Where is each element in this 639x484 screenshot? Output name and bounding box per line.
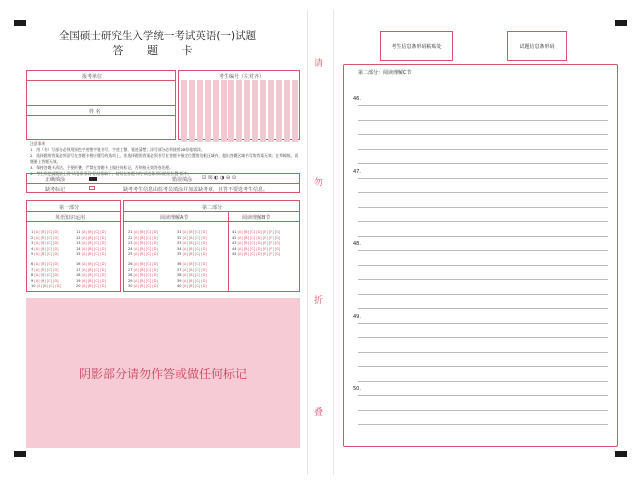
fold-char: 叠: [314, 408, 324, 418]
registration-mark: [615, 20, 627, 26]
right-section-title: 第二部分：阅读理解C节: [358, 70, 412, 76]
exam-number-label: 考生编号（左对齐）: [219, 74, 265, 80]
answer-options[interactable]: [A] [B] [C] [D] [E] [F] [G]: [237, 246, 281, 251]
answer-options[interactable]: [A] [B] [C] [D]: [81, 252, 106, 257]
correct-fill-label: 正确填涂: [45, 177, 66, 183]
answer-row[interactable]: [31, 284, 61, 288]
answer-line: [358, 352, 608, 353]
answer-row[interactable]: [76, 230, 106, 234]
answer-options[interactable]: [A] [B] [C] [D]: [34, 267, 59, 272]
answer-row[interactable]: [177, 279, 207, 283]
answer-row[interactable]: [232, 236, 280, 240]
exam-number-column[interactable]: [284, 80, 290, 142]
part2-sub-b: 阅读理解B节: [242, 215, 271, 221]
question-number: 22: [128, 235, 134, 240]
answer-options[interactable]: [A] [B] [C] [D]: [81, 273, 106, 278]
question-number: 18: [76, 273, 82, 278]
answer-row[interactable]: [31, 252, 59, 256]
fold-char: 勿: [314, 178, 324, 188]
question-number: 1: [31, 230, 35, 234]
exam-info-box: [26, 70, 176, 140]
answer-line: [358, 279, 608, 280]
question-number: 42: [232, 235, 238, 240]
answer-options[interactable]: [A] [B] [C] [D] [E] [F] [G]: [237, 230, 281, 234]
question-number: 38: [177, 273, 183, 278]
answer-row[interactable]: [128, 279, 158, 283]
answer-row[interactable]: [177, 241, 207, 245]
instructions-heading: 注意事项: [30, 141, 46, 146]
exam-number-column[interactable]: [276, 80, 282, 142]
answer-options[interactable]: [A] [B] [C] [D]: [133, 241, 158, 246]
fold-line: [333, 10, 334, 475]
exam-number-column[interactable]: [252, 80, 258, 142]
answer-row[interactable]: [177, 284, 207, 288]
answer-options[interactable]: [A] [B] [C] [D]: [182, 246, 207, 251]
correct-fill-mark: [89, 177, 97, 181]
answer-row[interactable]: [31, 241, 59, 245]
answer-line: [358, 120, 608, 121]
shaded-area-text: 阴影部分请勿作答或做任何标记: [78, 367, 247, 381]
answer-line: [358, 236, 608, 237]
answer-options[interactable]: [A] [B] [C] [D]: [34, 252, 59, 257]
answer-row[interactable]: [177, 252, 207, 256]
question-number: 49.: [353, 314, 361, 320]
question-number: 40: [177, 284, 183, 289]
answer-options[interactable]: [A] [B] [C] [D]: [34, 278, 59, 283]
answer-row[interactable]: [76, 252, 106, 256]
answer-line: [358, 149, 608, 150]
exam-number-column[interactable]: [292, 80, 298, 142]
answer-line: [358, 105, 608, 106]
answer-row[interactable]: [128, 241, 158, 245]
answer-options[interactable]: [A] [B] [C] [D]: [81, 284, 106, 289]
answer-options[interactable]: [A] [B] [C] [D]: [133, 278, 158, 283]
part2-label: 第二部分: [202, 205, 223, 211]
answer-line: [358, 134, 608, 135]
registration-mark: [615, 451, 627, 457]
answer-options[interactable]: [A] [B] [C] [D]: [182, 262, 207, 266]
answer-options[interactable]: [A] [B] [C] [D]: [133, 246, 158, 251]
question-number: 36: [177, 262, 183, 266]
question-number: 3: [31, 241, 35, 246]
answer-row[interactable]: [128, 252, 158, 256]
question-number: 43: [232, 241, 238, 246]
question-number: 6: [31, 262, 35, 266]
instruction-item: 2．选择题的答案必须涂写在答题卡相应题号的选项上，非选择题的答案必须书写在答题卡指定位置的边框区域内，超出答题区域书写的答案无效；在草稿纸、试题册上答题无效。: [30, 153, 299, 164]
answer-row[interactable]: [232, 252, 280, 256]
question-number: 28: [128, 273, 134, 278]
answer-line: [358, 381, 608, 382]
answer-options[interactable]: [A] [B] [C] [D] [E] [F] [G]: [237, 235, 281, 240]
exam-number-column[interactable]: [244, 80, 250, 142]
question-number: 44: [232, 246, 238, 251]
answer-options[interactable]: [A] [B] [C] [D]: [182, 278, 207, 283]
answer-row[interactable]: [76, 241, 106, 245]
page-subtitle: 答 题 卡: [112, 44, 203, 57]
answer-options[interactable]: [A] [B] [C] [D]: [81, 246, 106, 251]
answer-line: [358, 250, 608, 251]
exam-number-column[interactable]: [260, 80, 266, 142]
name-label: 姓 名: [89, 109, 101, 115]
answer-line: [358, 337, 608, 338]
question-number: 14: [76, 246, 82, 251]
exam-barcode-sticker-area: 试题信息条形码: [507, 31, 567, 61]
answer-row[interactable]: [31, 268, 59, 272]
question-number: 47.: [353, 169, 361, 175]
answer-row[interactable]: [76, 262, 106, 266]
fill-example-box: [26, 173, 300, 193]
answer-row[interactable]: [31, 279, 59, 283]
answer-options[interactable]: [A] [B] [C] [D]: [133, 273, 158, 278]
part1-sub: 英语知识运用: [55, 215, 86, 221]
question-number: 2: [31, 235, 35, 240]
question-number: 20: [76, 284, 82, 289]
answer-options[interactable]: [A] [B] [C] [D]: [81, 278, 106, 283]
question-number: 8: [31, 273, 35, 278]
answer-options[interactable]: [A] [B] [C] [D]: [133, 235, 158, 240]
answer-options[interactable]: [A] [B] [C] [D]: [81, 235, 106, 240]
exam-number-column[interactable]: [268, 80, 274, 142]
answer-row[interactable]: [177, 230, 207, 234]
exam-number-column[interactable]: [236, 80, 242, 142]
question-number: 30: [128, 284, 134, 289]
exam-number-column[interactable]: [221, 80, 227, 142]
answer-options[interactable]: [A] [B] [C] [D]: [34, 235, 59, 240]
question-number: 29: [128, 278, 134, 283]
instruction-item: 4．考生须把试题册上的"试卷条形码"粘贴条取下，粘贴在答题卡的"试卷条形码粘贴位置"框中。: [30, 171, 192, 176]
answer-row[interactable]: [31, 247, 59, 251]
question-number: 4: [31, 246, 35, 251]
question-number: 48.: [353, 241, 361, 247]
answer-options[interactable]: [A] [B] [C] [D]: [182, 230, 207, 234]
answer-line: [358, 308, 608, 309]
question-number: 41: [232, 230, 238, 234]
answer-options[interactable]: [A] [B] [C] [D]: [81, 241, 106, 246]
part2-sub-a: 阅读理解A节: [160, 215, 189, 221]
exam-unit-label: 报考单位: [82, 74, 103, 80]
question-number: 45: [232, 252, 238, 257]
answer-row[interactable]: [177, 247, 207, 251]
answer-options[interactable]: [A] [B] [C] [D]: [182, 267, 207, 272]
answer-line: [358, 207, 608, 208]
answer-line: [358, 192, 608, 193]
answer-options[interactable]: [A] [B] [C] [D]: [34, 262, 59, 266]
instruction-item: 1．用（书）写部分必须用黑色字迹签字笔书写，字迹工整、笔迹清楚；涂写部分必须使用2B铅笔填涂。: [30, 147, 205, 152]
question-number: 19: [76, 278, 82, 283]
question-number: 39: [177, 278, 183, 283]
question-number: 26: [128, 262, 134, 266]
instructions: [30, 141, 300, 177]
answer-line: [358, 424, 608, 425]
answer-row[interactable]: [128, 247, 158, 251]
answer-options[interactable]: [A] [B] [C] [D]: [81, 267, 106, 272]
answer-line: [358, 221, 608, 222]
exam-number-column[interactable]: [197, 80, 203, 142]
answer-row[interactable]: [177, 262, 207, 266]
question-number: 16: [76, 262, 82, 266]
answer-options[interactable]: [A] [B] [C] [D] [E] [F] [G]: [237, 241, 281, 246]
answer-options[interactable]: [A] [B] [C] [D]: [34, 230, 59, 234]
exam-number-column[interactable]: [205, 80, 211, 142]
answer-row[interactable]: [76, 279, 106, 283]
answer-row[interactable]: [128, 284, 158, 288]
answer-row[interactable]: [76, 236, 106, 240]
question-number: 5: [31, 252, 35, 257]
wrong-fill-label: 错误填涂: [172, 177, 193, 183]
answer-row[interactable]: [232, 247, 280, 251]
question-number: 12: [76, 235, 82, 240]
answer-options[interactable]: [A] [B] [C] [D]: [133, 262, 158, 266]
no-write-shaded-area: [26, 298, 300, 448]
answer-options[interactable]: [A] [B] [C] [D]: [182, 241, 207, 246]
answer-row[interactable]: [76, 273, 106, 277]
question-number: 7: [31, 267, 35, 272]
registration-mark: [14, 451, 26, 457]
part1-label: 第一部分: [59, 205, 80, 211]
answer-row[interactable]: [76, 268, 106, 272]
answer-options[interactable]: [A] [B] [C] [D]: [182, 284, 207, 289]
answer-row[interactable]: [31, 236, 59, 240]
answer-row[interactable]: [232, 230, 280, 234]
answer-options[interactable]: [A] [B] [C] [D]: [133, 230, 158, 234]
answer-line: [358, 163, 608, 164]
answer-options[interactable]: [A] [B] [C] [D]: [182, 273, 207, 278]
answer-row[interactable]: [31, 262, 59, 266]
question-number: 46.: [353, 96, 361, 102]
answer-line: [358, 366, 608, 367]
question-number: 31: [177, 230, 183, 234]
question-number: 17: [76, 267, 82, 272]
question-number: 32: [177, 235, 183, 240]
answer-line: [358, 410, 608, 411]
answer-row[interactable]: [31, 230, 59, 234]
answer-line: [358, 395, 608, 396]
question-number: 37: [177, 267, 183, 272]
answer-options[interactable]: [A] [B] [C] [D]: [81, 230, 106, 234]
answer-line: [358, 265, 608, 266]
question-number: 27: [128, 267, 134, 272]
answer-row[interactable]: [177, 236, 207, 240]
fold-line: [307, 10, 308, 475]
answer-row[interactable]: [177, 273, 207, 277]
answer-options[interactable]: [A] [B] [C] [D]: [34, 241, 59, 246]
question-number: 33: [177, 241, 183, 246]
answer-row[interactable]: [31, 273, 59, 277]
question-number: 13: [76, 241, 82, 246]
absent-note: 缺考考生信息由监考员填涂并加盖缺考章，且答不要选考生信息。: [123, 187, 269, 193]
reading-c-answer-box[interactable]: [343, 64, 618, 447]
answer-options[interactable]: [A] [B] [C] [D]: [133, 267, 158, 272]
answer-row[interactable]: [128, 230, 158, 234]
exam-number-column[interactable]: [181, 80, 187, 142]
question-number: 9: [31, 278, 35, 283]
answer-row[interactable]: [76, 247, 106, 251]
answer-options[interactable]: [A] [B] [C] [D]: [34, 273, 59, 278]
answer-options[interactable]: [A] [B] [C] [D]: [81, 262, 106, 266]
answer-row[interactable]: [177, 268, 207, 272]
question-number: 21: [128, 230, 134, 234]
question-number: 24: [128, 246, 134, 251]
answer-row[interactable]: [128, 268, 158, 272]
question-number: 35: [177, 252, 183, 257]
fold-char: 折: [314, 296, 324, 306]
page-title: 全国硕士研究生入学统一考试英语(一)试题: [58, 30, 257, 42]
wrong-fill-marks: ☑ ☒ ◐ ◑ ⊖ ⊙: [202, 175, 237, 181]
answer-options[interactable]: [A] [B] [C] [D]: [133, 252, 158, 257]
answer-options[interactable]: [A] [B] [C] [D]: [182, 235, 207, 240]
absent-checkbox[interactable]: [89, 186, 95, 190]
answer-options[interactable]: [A] [B] [C] [D]: [133, 284, 158, 289]
answer-row[interactable]: [128, 236, 158, 240]
question-number: 34: [177, 246, 183, 251]
question-number: 50.: [353, 386, 361, 392]
answer-options[interactable]: [A] [B] [C] [D] [E] [F] [G]: [237, 252, 281, 257]
fold-char: 请: [314, 59, 324, 69]
answer-options[interactable]: [A] [B] [C] [D]: [182, 252, 207, 257]
question-number: 25: [128, 252, 134, 257]
question-number: 15: [76, 252, 82, 257]
exam-number-column[interactable]: [228, 80, 234, 142]
answer-row[interactable]: [128, 262, 158, 266]
instruction-item: 3．保持答题卡清洁，不要折叠，严禁在答题卡上做任何标记，否则按无效答卷处理。: [30, 165, 173, 170]
candidate-barcode-sticker-area: 考生信息条形码粘贴处: [380, 31, 453, 61]
answer-line: [358, 178, 608, 179]
answer-line: [358, 323, 608, 324]
question-number: 11: [76, 230, 82, 234]
question-number: 10: [31, 284, 37, 289]
answer-line: [358, 294, 608, 295]
exam-number-column[interactable]: [213, 80, 219, 142]
answer-options[interactable]: [A] [B] [C] [D]: [34, 246, 59, 251]
question-number: 23: [128, 241, 134, 246]
exam-number-column[interactable]: [189, 80, 195, 142]
answer-row[interactable]: [76, 284, 106, 288]
absent-label: 缺考标记: [45, 187, 66, 193]
answer-row[interactable]: [128, 273, 158, 277]
registration-mark: [14, 20, 26, 26]
answer-row[interactable]: [232, 241, 280, 245]
answer-options[interactable]: [A] [B] [C] [D]: [36, 284, 61, 289]
